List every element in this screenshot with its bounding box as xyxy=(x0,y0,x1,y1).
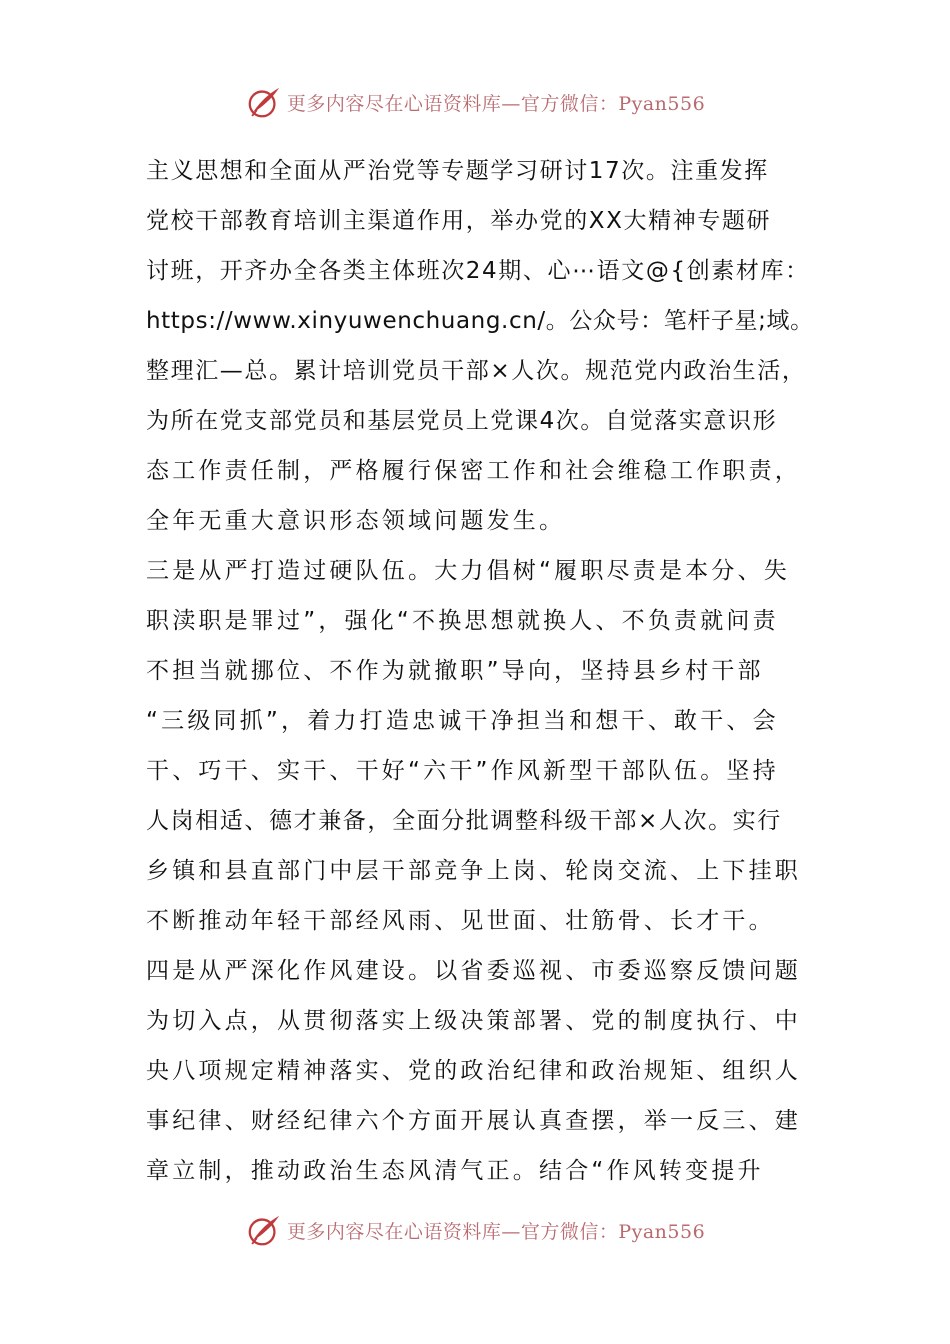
quill-logo-icon xyxy=(245,83,283,121)
header-banner-text: 更多内容尽在心语资料库—官方微信：Pyan556 xyxy=(286,92,706,115)
text-line: 态工作责任制，严格履行保密工作和社会维稳工作职责， xyxy=(146,458,801,484)
quill-logo-icon xyxy=(245,1211,283,1249)
text-line: 事纪律、财经纪律六个方面开展认真查摆，举一反三、建 xyxy=(146,1108,801,1134)
text-line: 乡镇和县直部门中层干部竞争上岗、轮岗交流、上下挂职 xyxy=(146,858,801,884)
footer-banner xyxy=(0,1210,950,1250)
text-line: 职渎职是罪过”，强化“不换思想就换人、不负责就问责 xyxy=(146,608,779,634)
text-line: 讨班，开齐办全各类主体班次24期、心⋯语文@{创素材库： xyxy=(146,258,810,284)
text-line: 章立制，推动政治生态风清气正。结合“作风转变提升 xyxy=(146,1158,764,1184)
text-line: 四是从严深化作风建设。以省委巡视、市委巡察反馈问题 xyxy=(146,958,801,984)
text-line: “三级同抓”，着力打造忠诚干净担当和想干、敢干、会 xyxy=(146,708,779,734)
text-line: 央八项规定精神落实、党的政治纪律和政治规矩、组织人 xyxy=(146,1058,801,1084)
text-line: 为切入点，从贯彻落实上级决策部署、党的制度执行、中 xyxy=(146,1008,801,1034)
body-text xyxy=(146,146,826,1196)
header-banner xyxy=(0,82,950,122)
text-line: 人岗相适、德才兼备，全面分批调整科级干部×人次。实行 xyxy=(146,808,782,834)
text-line: 整理汇—总。累计培训党员干部×人次。规范党内政治生活， xyxy=(146,358,807,384)
text-line: 不担当就挪位、不作为就撤职”导向，坚持县乡村干部 xyxy=(146,658,764,684)
text-line: 党校干部教育培训主渠道作用，举办党的XX大精神专题研 xyxy=(146,208,772,234)
text-line: 不断推动年轻干部经风雨、见世面、壮筋骨、长才干。 xyxy=(146,908,775,934)
text-line: 全年无重大意识形态领域问题发生。 xyxy=(146,508,566,534)
text-line: 为所在党支部党员和基层党员上党课4次。自觉落实意识形 xyxy=(146,408,778,434)
footer-banner-text: 更多内容尽在心语资料库—官方微信：Pyan556 xyxy=(286,1220,706,1243)
text-line: 三是从严打造过硬队伍。大力倡树“履职尽责是本分、失 xyxy=(146,558,790,584)
text-line: https://www.xinyuwenchuang.cn/。公众号：笔杆子星;域。 xyxy=(146,308,814,334)
text-line: 干、巧干、实干、干好“六干”作风新型干部队伍。坚持 xyxy=(146,758,779,784)
text-line: 主义思想和全面从严治党等专题学习研讨17次。注重发挥 xyxy=(146,158,769,184)
